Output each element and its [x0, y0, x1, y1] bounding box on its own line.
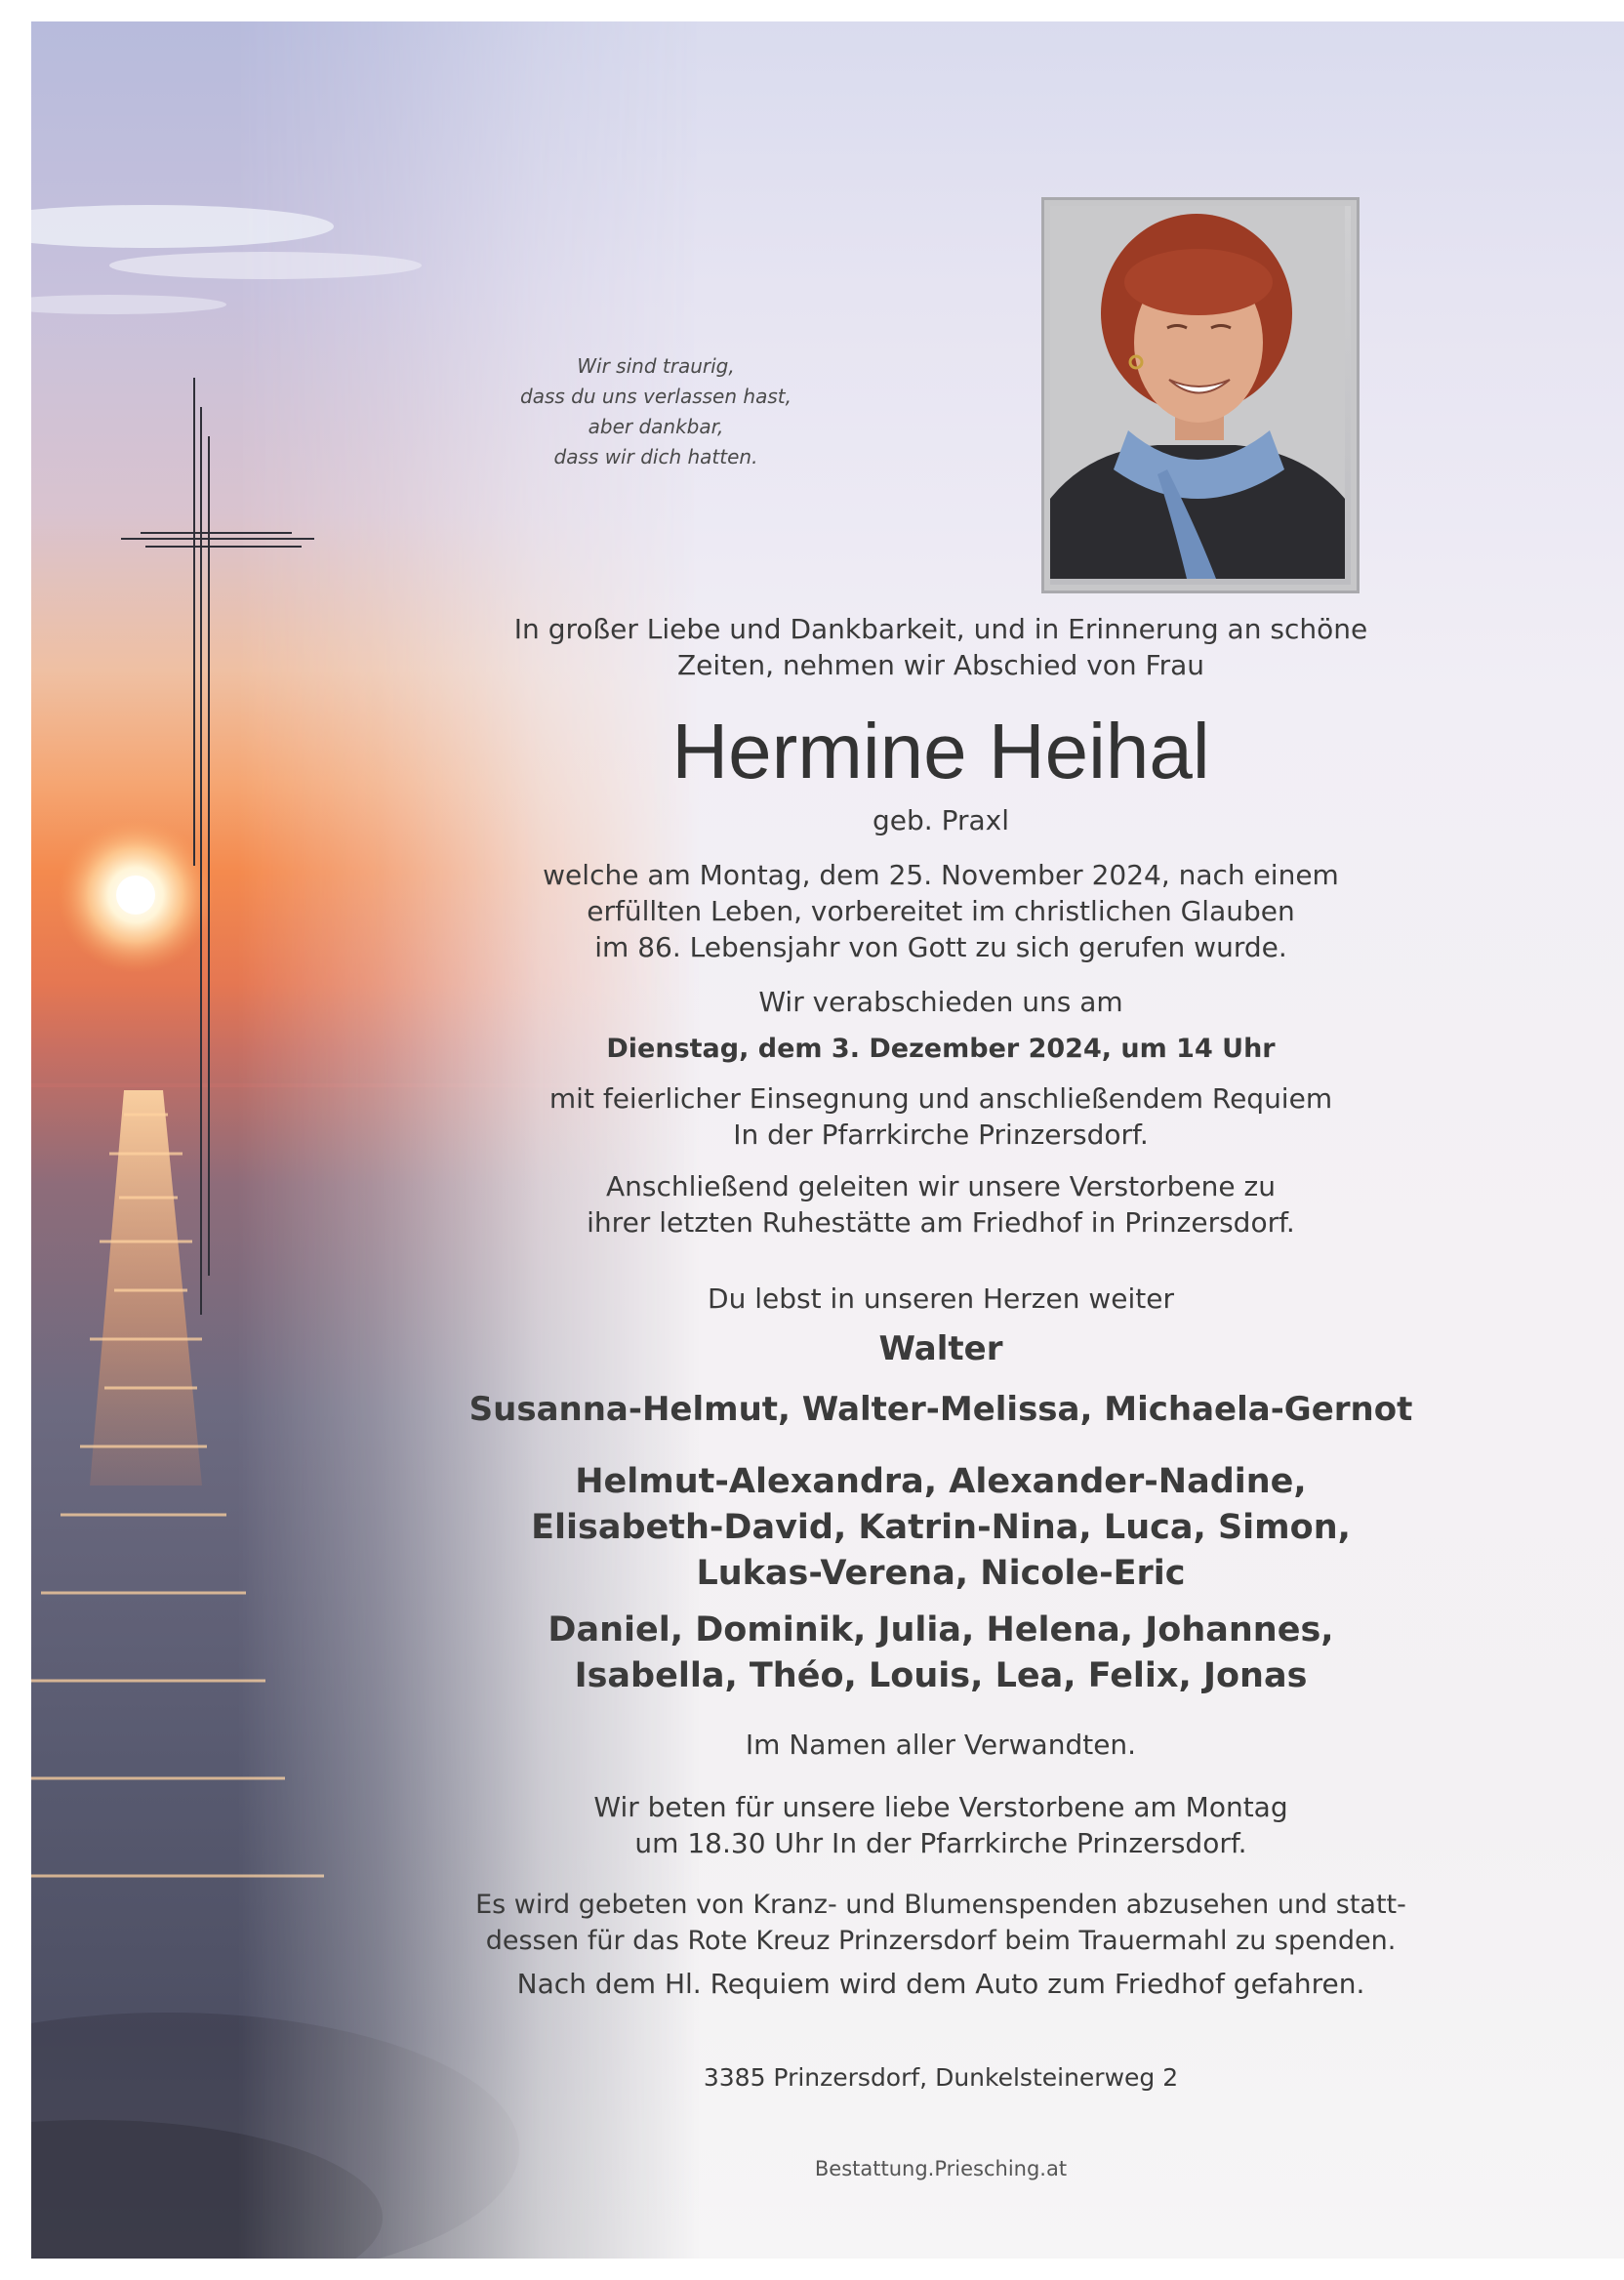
donation-text — [402, 1887, 1480, 1959]
burial-text — [422, 1168, 1460, 1241]
motto-line: aber dankbar, — [588, 415, 724, 438]
death-notice — [422, 857, 1460, 965]
motto-line: dass wir dich hatten. — [553, 445, 758, 468]
family-great-grandchildren — [422, 1608, 1460, 1699]
deceased-name: Hermine Heihal — [671, 708, 1210, 794]
burial-line-2: ihrer letzten Ruhestätte am Friedhof in Prinzersdorf. — [587, 1206, 1295, 1239]
family-husband: Walter — [878, 1329, 1003, 1368]
family-grandchildren — [422, 1459, 1460, 1597]
family-intro: Du lebst in unseren Herzen weiter — [708, 1282, 1174, 1315]
ceremony-line-1: mit feierlicher Einsegnung und anschließendem Requiem — [548, 1082, 1333, 1115]
motto — [500, 351, 812, 472]
death-line-1: welche am Montag, dem 25. November 2024, nach einem — [543, 859, 1339, 891]
grandchildren-line: Elisabeth-David, Katrin-Nina, Luca, Simon, — [531, 1508, 1351, 1547]
portrait-photo — [1041, 197, 1360, 593]
donation-line-2: dessen für das Rote Kreuz Prinzersdorf beim Trauermahl zu spenden. — [485, 1926, 1397, 1956]
grandchildren-line: Helmut-Alexandra, Alexander-Nadine, — [575, 1462, 1307, 1501]
farewell-intro: Wir verabschieden uns am — [758, 986, 1123, 1018]
motto-line: Wir sind traurig, — [577, 354, 735, 378]
family-children: Susanna-Helmut, Walter-Melissa, Michaela-Gernot — [468, 1390, 1413, 1429]
portrait-image — [1050, 206, 1351, 585]
donation-line-1: Es wird gebeten von Kranz- und Blumenspenden abzusehen und statt- — [475, 1890, 1406, 1920]
transport-text: Nach dem Hl. Requiem wird dem Auto zum Friedhof gefahren. — [516, 1968, 1365, 2000]
death-line-2: erfüllten Leben, vorbereitet im christlichen Glauben — [587, 895, 1295, 927]
relatives-text: Im Namen aller Verwandten. — [745, 1729, 1137, 1761]
intro-line-1: In großer Liebe und Dankbarkeit, und in Erinnerung an schöne — [513, 613, 1368, 645]
website: Bestattung.Priesching.at — [814, 2157, 1068, 2180]
great-grandchildren-line: Isabella, Théo, Louis, Lea, Felix, Jonas — [574, 1656, 1308, 1695]
funeral-date: Dienstag, dem 3. Dezember 2024, um 14 Uhr — [606, 1034, 1276, 1064]
intro-line-2: Zeiten, nehmen wir Abschied von Frau — [676, 649, 1205, 681]
obituary-sheet — [31, 21, 1624, 2259]
burial-line-1: Anschließend geleiten wir unsere Verstorbene zu — [606, 1170, 1276, 1202]
prayer-line-2: um 18.30 Uhr In der Pfarrkirche Prinzersdorf. — [634, 1827, 1247, 1859]
prayer-line-1: Wir beten für unsere liebe Verstorbene am Montag — [593, 1791, 1288, 1823]
grandchildren-line: Lukas-Verena, Nicole-Eric — [696, 1554, 1186, 1593]
maiden-name: geb. Praxl — [873, 804, 1009, 836]
ceremony-line-2: In der Pfarrkirche Prinzersdorf. — [733, 1119, 1149, 1151]
intro-text — [422, 611, 1460, 683]
ceremony-text — [422, 1080, 1460, 1153]
motto-line: dass du uns verlassen hast, — [520, 385, 792, 408]
great-grandchildren-line: Daniel, Dominik, Julia, Helena, Johannes, — [548, 1610, 1334, 1649]
prayer-text — [422, 1789, 1460, 1861]
address: 3385 Prinzersdorf, Dunkelsteinerweg 2 — [703, 2063, 1179, 2092]
death-line-3: im 86. Lebensjahr von Gott zu sich gerufen wurde. — [594, 931, 1287, 963]
cross-icon — [121, 378, 316, 1354]
